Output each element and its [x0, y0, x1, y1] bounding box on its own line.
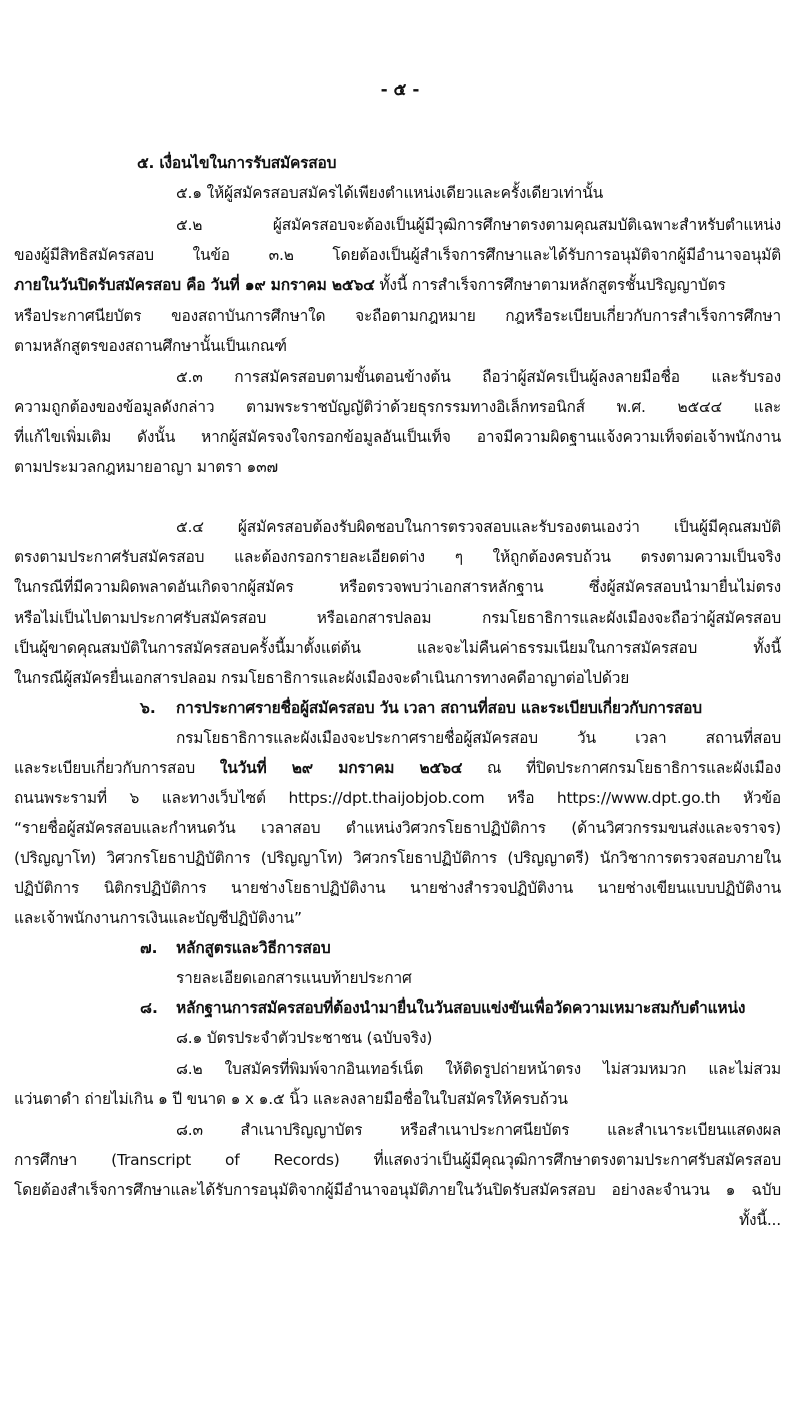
clause-5-4-line-5: เป็นผู้ขาดคุณสมบัติในการสมัครสอบครั้งนี้มาตั้งแต่ต้น และจะไม่คืนค่าธรรมเนียมในการสมัครสอบ ทั้งนี้	[14, 639, 781, 657]
page-number: - ๕ -	[380, 80, 420, 100]
section-8-number: ๘.	[140, 999, 158, 1017]
clause-8-3-line-2: การศึกษา (Transcript of Records) ที่แสดงว่าเป็นผู้มีคุณวุฒิการศึกษาตรงตามประกาศรับสมัครสอบ	[14, 1151, 781, 1169]
clause-5-4-line-6: ในกรณีผู้สมัครยื่นเอกสารปลอม กรมโยธาธิการและผังเมืองจะดำเนินการทางคดีอาญาต่อไปด้วย	[14, 669, 630, 687]
section-6-line-3: ถนนพระรามที่ ๖ และทางเว็บไซต์ https://dpt.thaijobjob.com หรือ https://www.dpt.go.th หัวข้อ	[14, 789, 781, 807]
section-5-heading: ๕. เงื่อนไขในการรับสมัครสอบ	[137, 154, 337, 172]
section-7-number: ๗.	[140, 939, 158, 957]
deadline-text: ภายในวันปิดรับสมัครสอบ คือ วันที่ ๑๙ มกราคม ๒๕๖๔	[14, 276, 375, 294]
section-6-number: ๖.	[140, 699, 156, 717]
clause-5-1: ๕.๑ ให้ผู้สมัครสอบสมัครได้เพียงตำแหน่งเดียวและครั้งเดียวเท่านั้น	[176, 184, 603, 202]
clause-5-4-line-4: หรือไม่เป็นไปตามประกาศรับสมัครสอบ หรือเอกสารปลอม กรมโยธาธิการและผังเมืองจะถือว่าผู้สมัครสอบ	[14, 609, 781, 627]
continuation-marker: ทั้งนี้...	[739, 1211, 781, 1229]
section-6-line-6: ปฏิบัติการ นิติกรปฏิบัติการ นายช่างโยธาปฏิบัติงาน นายช่างสำรวจปฏิบัติงาน นายช่างเขียนแบบปฏิบัติงาน	[14, 879, 781, 897]
section-7-line-1: รายละเอียดเอกสารแนบท้ายประกาศ	[176, 969, 412, 987]
clause-8-3-line-1: ๘.๓ สำเนาปริญญาบัตร หรือสำเนาประกาศนียบัตร และสำเนาระเบียนแสดงผล	[176, 1121, 781, 1139]
announce-date: ในวันที่ ๒๙ มกราคม ๒๕๖๔	[219, 759, 463, 777]
clause-5-2-line-3	[14, 270, 781, 300]
clause-8-2-line-2: แว่นตาดำ ถ่ายไม่เกิน ๑ ปี ขนาด ๑ x ๑.๕ นิ้ว และลงลายมือชื่อในใบสมัครให้ครบถ้วน	[14, 1090, 568, 1108]
clause-5-3-line-2: ความถูกต้องของข้อมูลดังกล่าว ตามพระราชบัญญัติว่าด้วยธุรกรรมทางอิเล็กทรอนิกส์ พ.ศ. ๒๕๔๔ และ	[14, 398, 781, 416]
section-6-line-7: และเจ้าพนักงานการเงินและบัญชีปฏิบัติงาน”	[14, 909, 302, 927]
clause-5-4-line-3: ในกรณีที่มีความผิดพลาดอันเกิดจากผู้สมัคร หรือตรวจพบว่าเอกสารหลักฐาน ซึ่งผู้สมัครสอบนำมายื่นไม่ตรง	[14, 578, 781, 596]
section-6-line-5: (ปริญญาโท) วิศวกรโยธาปฏิบัติการ (ปริญญาโท) วิศวกรโยธาปฏิบัติการ (ปริญญาตรี) นักวิชาการตรวจสอบภายใน	[14, 849, 781, 867]
clause-5-2-line-5: ตามหลักสูตรของสถานศึกษานั้นเป็นเกณฑ์	[14, 337, 287, 355]
clause-5-2-line-1: ๕.๒ ผู้สมัครสอบจะต้องเป็นผู้มีวุฒิการศึกษาตรงตามคุณสมบัติเฉพาะสำหรับตำแหน่ง	[176, 216, 781, 234]
clause-5-3-line-1: ๕.๓ การสมัครสอบตามขั้นตอนข้างต้น ถือว่าผู้สมัครเป็นผู้ลงลายมือชื่อ และรับรอง	[176, 368, 781, 386]
section-7-heading: หลักสูตรและวิธีการสอบ	[176, 939, 331, 957]
section-6-line-2-end: ณ ที่ปิดประกาศกรมโยธาธิการและผังเมือง	[462, 759, 781, 777]
section-6-line-2-start: และระเบียบเกี่ยวกับการสอบ	[14, 759, 220, 777]
clause-5-3-line-3: ที่แก้ไขเพิ่มเติม ดังนั้น หากผู้สมัครจงใจกรอกข้อมูลอันเป็นเท็จ อาจมีความผิดฐานแจ้งความเท็จต่อเจ้าพนักงาน	[14, 428, 781, 446]
section-6-line-1: กรมโยธาธิการและผังเมืองจะประกาศรายชื่อผู้สมัครสอบ วัน เวลา สถานที่สอบ	[176, 729, 781, 747]
section-8-heading: หลักฐานการสมัครสอบที่ต้องนำมายื่นในวันสอบแข่งขันเพื่อวัดความเหมาะสมกับตำแหน่ง	[176, 999, 746, 1017]
clause-5-2-line-3-rest: ทั้งนี้ การสำเร็จการศึกษาตามหลักสูตรชั้นปริญญาบัตร	[374, 276, 726, 294]
clause-5-4-line-2: ตรงตามประกาศรับสมัครสอบ และต้องกรอกรายละเอียดต่าง ๆ ให้ถูกต้องครบถ้วน ตรงตามความเป็นจริง	[14, 548, 781, 566]
clause-5-2-line-2: ของผู้มีสิทธิสมัครสอบ ในข้อ ๓.๒ โดยต้องเป็นผู้สำเร็จการศึกษาและได้รับการอนุมัติจากผู้มีอำนาจอนุมัติ	[14, 246, 781, 264]
section-6-heading: การประกาศรายชื่อผู้สมัครสอบ วัน เวลา สถานที่สอบ และระเบียบเกี่ยวกับการสอบ	[176, 699, 702, 717]
clause-5-2-line-4: หรือประกาศนียบัตร ของสถาบันการศึกษาใด จะถือตามกฎหมาย กฎหรือระเบียบเกี่ยวกับการสำเร็จการศึกษา	[14, 307, 781, 325]
clause-8-2-line-1: ๘.๒ ใบสมัครที่พิมพ์จากอินเทอร์เน็ต ให้ติดรูปถ่ายหน้าตรง ไม่สวมหมวก และไม่สวม	[176, 1060, 781, 1078]
clause-5-4-line-1: ๕.๔ ผู้สมัครสอบต้องรับผิดชอบในการตรวจสอบและรับรองตนเองว่า เป็นผู้มีคุณสมบัติ	[176, 518, 781, 536]
clause-8-1: ๘.๑ บัตรประจำตัวประชาชน (ฉบับจริง)	[176, 1029, 433, 1047]
clause-5-3-line-4: ตามประมวลกฎหมายอาญา มาตรา ๑๓๗	[14, 458, 278, 476]
section-6-line-4: “รายชื่อผู้สมัครสอบและกำหนดวัน เวลาสอบ ตำแหน่งวิศวกรโยธาปฏิบัติการ (ด้านวิศวกรรมขนส่งและจราจร)	[14, 819, 781, 837]
section-6-line-2	[14, 753, 781, 783]
clause-8-3-line-3: โดยต้องสำเร็จการศึกษาและได้รับการอนุมัติจากผู้มีอำนาจอนุมัติภายในวันปิดรับสมัครสอบ อย่างละจำนวน ๑ ฉบับ	[14, 1181, 781, 1199]
